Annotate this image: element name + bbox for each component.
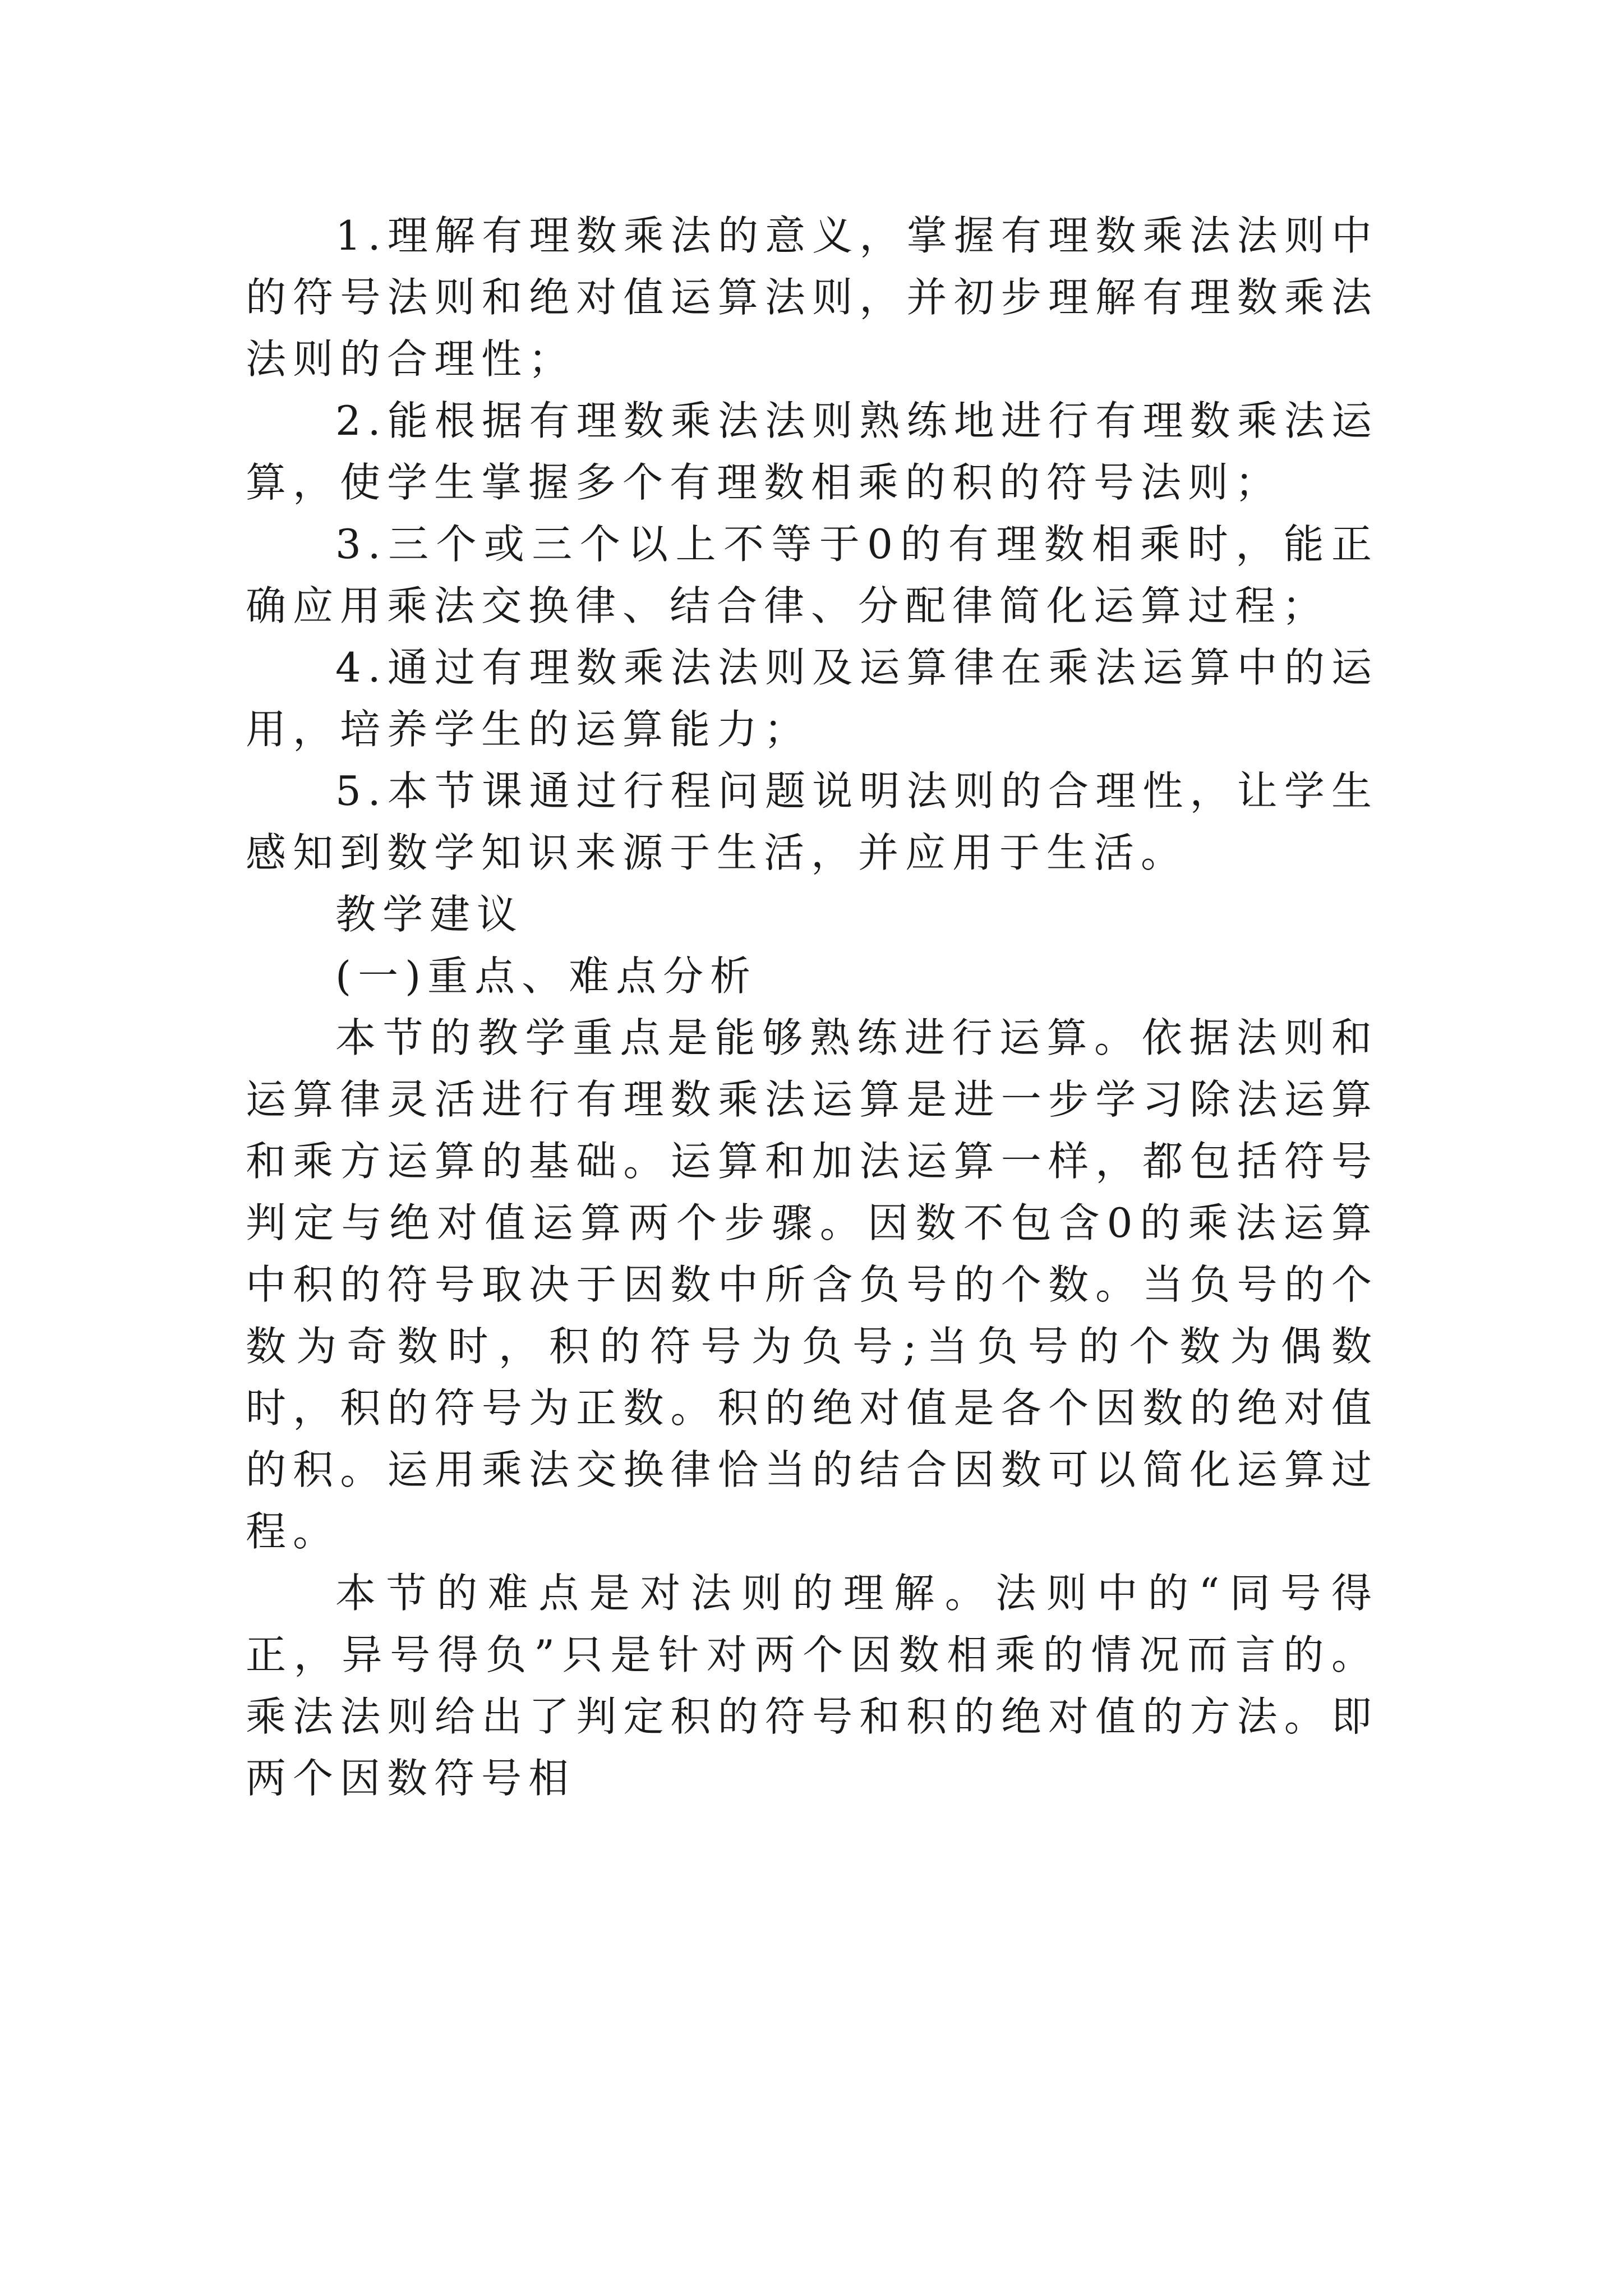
objective-item-3: 3.三个或三个以上不等于0的有理数相乘时，能正确应用乘法交换律、结合律、分配律简化运算过程；	[246, 521, 1378, 629]
objective-item-2: 2.能根据有理数乘法法则熟练地进行有理数乘法运算，使学生掌握多个有理数相乘的积的符号法则；	[246, 397, 1378, 506]
section-title: 教学建议	[335, 891, 524, 938]
objective-item-4: 4.通过有理数乘法法则及运算律在乘法运算中的运用，培养学生的运算能力；	[246, 644, 1378, 753]
body-paragraph-difficulties: 本节的难点是对法则的理解。法则中的“同号得正，异号得负”只是针对两个因数相乘的情况而言的。乘法法则给出了判定积的符号和积的绝对值的方法。即两个因数符号相	[246, 1570, 1378, 1802]
objective-item-1: 1.理解有理数乘法的意义，掌握有理数乘法法则中的符号法则和绝对值运算法则，并初步理解有理数乘法法则的合理性；	[246, 212, 1378, 383]
document-body	[246, 205, 1378, 1809]
body-paragraph-key-points: 本节的教学重点是能够熟练进行运算。依据法则和运算律灵活进行有理数乘法运算是进一步学习除法运算和乘方运算的基础。运算和加法运算一样，都包括符号判定与绝对值运算两个步骤。因数不包含0的乘法运算中积的符号取决于因数中所含负号的个数。当负号的个数为奇数时，积的符号为负号;当负号的个数为偶数时，积的符号为正数。积的绝对值是各个因数的绝对值的积。运用乘法交换律恰当的结合因数可以简化运算过程。	[246, 1014, 1378, 1555]
subsection-title: (一)重点、难点分析	[335, 953, 758, 1000]
objective-item-5: 5.本节课通过行程问题说明法则的合理性，让学生感知到数学知识来源于生活，并应用于生活。	[246, 767, 1378, 876]
